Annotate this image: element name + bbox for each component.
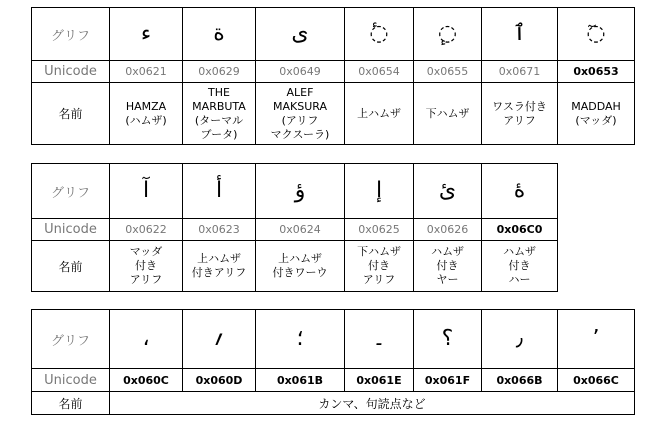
glyph-cell: ة [183,8,256,61]
code-cell: 0x061F [414,369,482,392]
code-cell: 0x0653 [558,61,635,83]
glyph-table-2 [31,163,558,292]
code-cell: 0x066C [558,369,635,392]
glyph-cell: ۀ [482,164,558,219]
glyph-cell: ۔ [345,310,414,369]
glyph-cell: ٱ [482,8,558,61]
name-row [32,392,635,415]
glyph-cell: إ [345,164,414,219]
glyph-cell: ◌ٓ [558,8,635,61]
name-cell: 上ハムザ 付きワーウ [256,241,345,292]
code-cell: 0x0623 [183,219,256,241]
glyph-cell: ؤ [256,164,345,219]
name-label: 名前 [32,241,110,292]
code-cell: 0x0629 [183,61,256,83]
code-cell: 0x0622 [110,219,183,241]
name-cell: ワスラ付き アリフ [482,83,558,145]
glyph-cell: ٬ [558,310,635,369]
name-row [32,83,635,145]
glyph-cell: ء [110,8,183,61]
name-cell: 下ハムザ [414,83,482,145]
name-row [32,241,558,292]
unicode-row [32,61,635,83]
code-cell: 0x0649 [256,61,345,83]
glyph-cell: ئ [414,164,482,219]
glyph-cell: ٫ [482,310,558,369]
glyph-table-3 [31,309,635,415]
unicode-row [32,369,635,392]
name-cell: ハムザ 付き ヤー [414,241,482,292]
code-cell: 0x061B [256,369,345,392]
glyph-cell: أ [183,164,256,219]
unicode-label: Unicode [32,219,110,241]
code-cell: 0x061E [345,369,414,392]
glyph-table-1 [31,7,635,145]
name-cell: マッダ 付き アリフ [110,241,183,292]
glyph-row [32,164,558,219]
code-cell: 0x0626 [414,219,482,241]
unicode-label: Unicode [32,369,110,392]
code-cell: 0x0625 [345,219,414,241]
name-cell: MADDAH (マッダ) [558,83,635,145]
name-cell: 上ハムザ 付きアリフ [183,241,256,292]
glyph-label: グリフ [32,310,110,369]
code-cell: 0x0624 [256,219,345,241]
glyph-row [32,8,635,61]
code-cell: 0x0621 [110,61,183,83]
unicode-label: Unicode [32,61,110,83]
glyph-cell: ؛ [256,310,345,369]
code-cell: 0x060C [110,369,183,392]
name-cell: 上ハムザ [345,83,414,145]
code-cell: 0x0655 [414,61,482,83]
glyph-cell: آ [110,164,183,219]
glyph-cell: ◌ٔ [345,8,414,61]
glyph-label: グリフ [32,8,110,61]
glyph-row [32,310,635,369]
glyph-cell: ، [110,310,183,369]
code-cell: 0x066B [482,369,558,392]
code-cell: 0x060D [183,369,256,392]
code-cell: 0x06C0 [482,219,558,241]
name-cell: 下ハムザ 付き アリフ [345,241,414,292]
name-cell: ハムザ 付き ハー [482,241,558,292]
glyph-label: グリフ [32,164,110,219]
name-cell: THE MARBUTA (ターマル ブータ) [183,83,256,145]
code-cell: 0x0671 [482,61,558,83]
name-label: 名前 [32,392,110,415]
glyph-cell: ◌ٕ [414,8,482,61]
glyph-cell: ؟ [414,310,482,369]
glyph-cell: ى [256,8,345,61]
merged-name-cell: カンマ、句読点など [110,392,635,415]
unicode-row [32,219,558,241]
name-cell: HAMZA (ハムザ) [110,83,183,145]
code-cell: 0x0654 [345,61,414,83]
name-cell: ALEF MAKSURA (アリフ マクスーラ) [256,83,345,145]
name-label: 名前 [32,83,110,145]
glyph-cell: ؍ [183,310,256,369]
